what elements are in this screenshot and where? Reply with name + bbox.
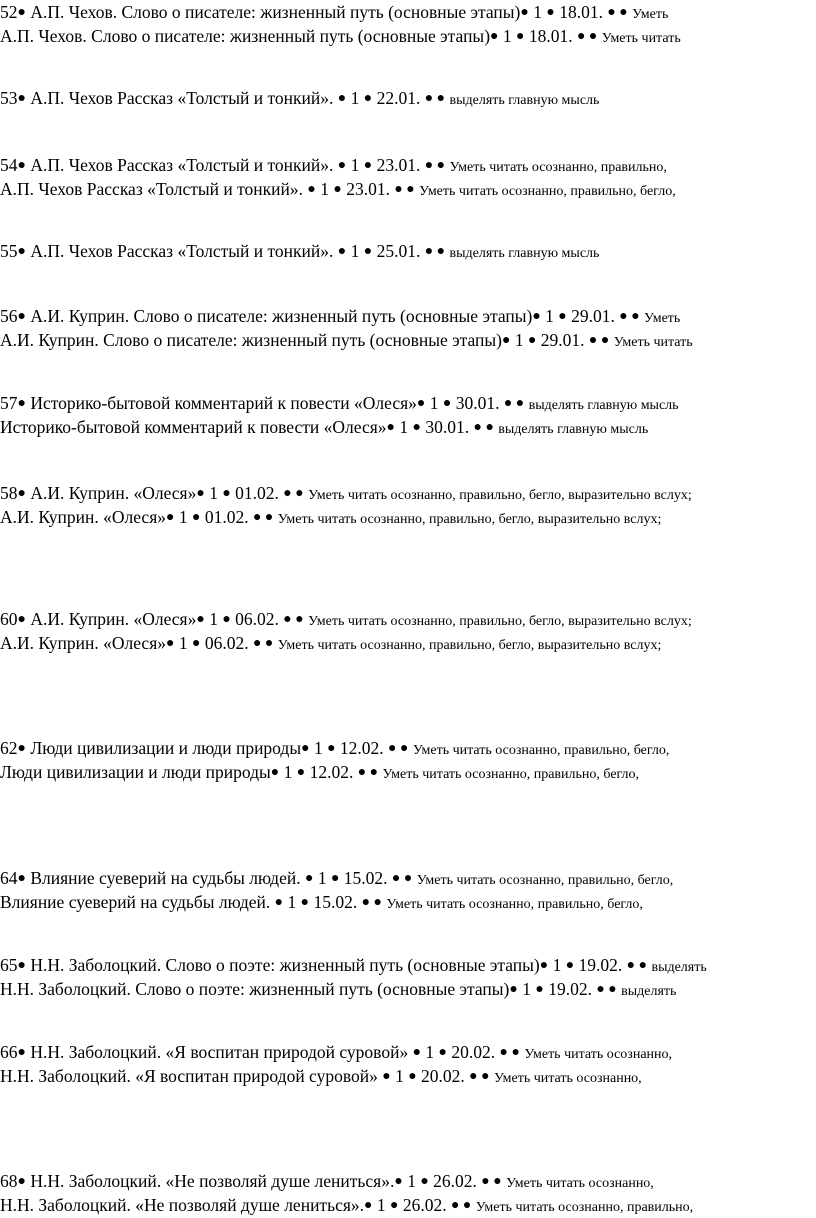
bullet-icon: ● — [196, 612, 205, 627]
lesson-date: 18.01. — [528, 26, 573, 46]
lesson-hours: 1 — [209, 483, 218, 503]
row-60-main — [0, 609, 692, 632]
bullet-icon: ● ● — [626, 958, 648, 973]
bullet-icon: ● — [191, 510, 201, 525]
bullet-icon: ● — [408, 1069, 417, 1084]
lesson-date: 23.01. — [376, 155, 421, 175]
lesson-hours: 1 — [350, 241, 360, 261]
lesson-hours: 1 — [350, 155, 360, 175]
lesson-skill: Уметь читать осознанно, правильно, бегло, — [416, 873, 674, 888]
lesson-title: А.П. Чехов Рассказ «Толстый и тонкий». — [30, 155, 334, 175]
bullet-icon: ● ● — [469, 1069, 490, 1084]
lesson-hours: 1 — [287, 892, 297, 912]
bullet-icon: ● — [17, 309, 26, 324]
bullet-icon: ● — [301, 741, 310, 756]
lesson-skill: Уметь читать осознанно, правильно, бегло, выразительно вслух; — [277, 638, 662, 653]
lesson-skill: выделять главную мысль — [528, 398, 679, 413]
lesson-hours: 1 — [178, 633, 188, 653]
bullet-icon: ● — [412, 420, 421, 435]
bullet-icon: ● — [222, 612, 231, 627]
row-66-main — [0, 1042, 672, 1065]
lesson-title: Н.Н. Заболоцкий. «Я воспитан природой суровой» — [30, 1042, 409, 1062]
lesson-title: Историко-бытовой комментарий к повести «Олеся» — [30, 393, 417, 413]
row-62-main — [0, 738, 669, 761]
bullet-icon: ● — [527, 333, 537, 348]
row-57-main — [0, 393, 679, 416]
row-number: 55 — [0, 241, 18, 261]
lesson-date: 26.02. — [402, 1195, 447, 1215]
bullet-icon: ● — [532, 309, 541, 324]
lesson-title: А.П. Чехов Рассказ «Толстый и тонкий». — [30, 88, 334, 108]
lesson-hours: 1 — [178, 507, 188, 527]
bullet-icon: ● — [17, 5, 26, 20]
bullet-icon: ● ● — [576, 29, 598, 44]
lesson-hours: 1 — [552, 955, 562, 975]
lesson-title: Влияние суеверий на судьбы людей. — [30, 868, 301, 888]
bullet-icon: ● — [558, 309, 567, 324]
lesson-hours: 1 — [313, 738, 323, 758]
bullet-icon: ● — [501, 333, 511, 348]
bullet-icon: ● — [17, 741, 26, 756]
lesson-date: 20.02. — [451, 1042, 496, 1062]
row-52-main — [0, 2, 668, 25]
row-58-main — [0, 483, 692, 506]
bullet-icon: ● — [17, 91, 26, 106]
row-64-dup — [0, 892, 643, 915]
bullet-icon: ● — [166, 510, 175, 525]
row-65-main — [0, 955, 707, 978]
row-56-dup — [0, 330, 693, 353]
lesson-date: 26.02. — [433, 1171, 477, 1191]
lesson-hours: 1 — [320, 179, 329, 199]
lesson-date: 20.02. — [421, 1066, 465, 1086]
lesson-title: А.П. Чехов. Слово о писателе: жизненный путь (основные этапы) — [30, 2, 521, 22]
row-number: 58 — [0, 483, 18, 503]
row-56-main — [0, 306, 680, 329]
row-54-main — [0, 155, 667, 178]
lesson-title: А.И. Куприн. Слово о писателе: жизненный путь (основные этапы) — [0, 330, 502, 350]
row-53-main — [0, 88, 599, 111]
bullet-icon: ● ● — [424, 244, 446, 259]
lesson-hours: 1 — [376, 1195, 386, 1215]
bullet-icon: ● — [337, 158, 347, 173]
lesson-skill: Уметь читать осознанно, правильно, — [449, 160, 667, 175]
bullet-icon: ● — [17, 486, 26, 501]
bullet-icon: ● — [17, 612, 26, 627]
row-68-dup — [0, 1195, 693, 1218]
bullet-icon: ● — [191, 636, 201, 651]
lesson-title: Влияние суеверий на судьбы людей. — [0, 892, 271, 912]
bullet-icon: ● ● — [394, 182, 415, 197]
bullet-icon: ● — [438, 1045, 448, 1060]
lesson-title: Н.Н. Заболоцкий. «Не позволяй душе лениться». — [0, 1195, 365, 1215]
lesson-skill: Уметь читать осознанно, правильно, — [475, 1200, 694, 1215]
row-64-main — [0, 868, 673, 891]
lesson-date: 22.01. — [376, 88, 421, 108]
row-68-main — [0, 1171, 654, 1194]
bullet-icon: ● ● — [450, 1198, 472, 1213]
lesson-date: 23.01. — [346, 179, 390, 199]
lesson-date: 30.01. — [425, 417, 470, 437]
bullet-icon: ● — [539, 958, 549, 973]
bullet-icon: ● ● — [503, 396, 525, 411]
row-54-dup — [0, 179, 676, 202]
bullet-icon: ● ● — [252, 636, 274, 651]
bullet-icon: ● ● — [283, 612, 304, 627]
row-number: 62 — [0, 738, 18, 758]
lesson-hours: 1 — [514, 330, 524, 350]
lesson-skill: выделять — [621, 984, 677, 999]
bullet-icon: ● — [270, 765, 280, 780]
lesson-title: А.И. Куприн. «Олеся» — [30, 483, 197, 503]
lesson-date: 19.02. — [548, 979, 592, 999]
bullet-icon: ● ● — [252, 510, 274, 525]
bullet-icon: ● — [17, 244, 26, 259]
bullet-icon: ● — [17, 958, 26, 973]
bullet-icon: ● — [516, 29, 525, 44]
bullet-icon: ● — [274, 895, 284, 910]
lesson-title: Люди цивилизации и люди природы — [0, 762, 271, 782]
bullet-icon: ● — [546, 5, 555, 20]
lesson-skill: Уметь читать осознанно, правильно, бегло, выразительно вслух; — [308, 488, 692, 503]
lesson-skill: Уметь читать осознанно, правильно, бегло, — [382, 767, 640, 782]
bullet-icon: ● ● — [424, 91, 446, 106]
lesson-title: Н.Н. Заболоцкий. Слово о поэте: жизненный путь (основные этапы) — [0, 979, 510, 999]
bullet-icon: ● — [389, 1198, 399, 1213]
lesson-skill: Уметь читать осознанно, правильно, бегло, — [419, 184, 676, 199]
lesson-skill: Уметь читать осознанно, правильно, бегло, — [386, 897, 643, 912]
lesson-date: 29.01. — [540, 330, 585, 350]
lesson-title: А.И. Куприн. «Олеся» — [30, 609, 197, 629]
lesson-date: 19.02. — [578, 955, 623, 975]
lesson-date: 12.02. — [339, 738, 384, 758]
bullet-icon: ● — [166, 636, 175, 651]
lesson-hours: 1 — [429, 393, 439, 413]
lesson-skill: Уметь читать осознанно, — [524, 1047, 673, 1062]
bullet-icon: ● — [17, 871, 26, 886]
row-55-main — [0, 241, 599, 264]
lesson-date: 29.01. — [571, 306, 615, 326]
lesson-hours: 1 — [545, 306, 554, 326]
bullet-icon: ● — [520, 5, 529, 20]
row-62-dup — [0, 762, 639, 785]
bullet-icon: ● ● — [596, 982, 617, 997]
row-number: 54 — [0, 155, 18, 175]
lesson-skill: Уметь читать — [613, 335, 693, 350]
lesson-hours: 1 — [350, 88, 360, 108]
bullet-icon: ● ● — [424, 158, 446, 173]
lesson-date: 06.02. — [204, 633, 249, 653]
bullet-icon: ● — [300, 895, 310, 910]
lesson-hours: 1 — [425, 1042, 435, 1062]
bullet-icon: ● ● — [357, 765, 379, 780]
lesson-skill: выделять главную мысль — [498, 422, 649, 437]
lesson-skill: Уметь — [632, 7, 669, 22]
bullet-icon: ● — [382, 1069, 391, 1084]
bullet-icon: ● — [307, 182, 316, 197]
bullet-icon: ● — [363, 158, 373, 173]
bullet-icon: ● — [17, 396, 26, 411]
bullet-icon: ● ● — [607, 5, 628, 20]
bullet-icon: ● — [296, 765, 306, 780]
bullet-icon: ● — [490, 29, 499, 44]
lesson-hours: 1 — [317, 868, 327, 888]
bullet-icon: ● — [442, 396, 452, 411]
bullet-icon: ● ● — [481, 1174, 502, 1189]
row-66-dup — [0, 1066, 642, 1089]
bullet-icon: ● — [363, 91, 373, 106]
bullet-icon: ● — [337, 244, 347, 259]
lesson-date: 25.01. — [376, 241, 421, 261]
lesson-hours: 1 — [407, 1171, 416, 1191]
bullet-icon: ● — [509, 982, 518, 997]
bullet-icon: ● — [386, 420, 396, 435]
row-number: 64 — [0, 868, 18, 888]
lesson-title: Н.Н. Заболоцкий. «Я воспитан природой суровой» — [0, 1066, 378, 1086]
lesson-hours: 1 — [522, 979, 531, 999]
bullet-icon: ● — [416, 396, 426, 411]
bullet-icon: ● — [565, 958, 575, 973]
bullet-icon: ● — [17, 1045, 26, 1060]
row-number: 66 — [0, 1042, 18, 1062]
lesson-date: 01.02. — [204, 507, 249, 527]
lesson-skill: Уметь читать осознанно, — [493, 1071, 642, 1086]
bullet-icon: ● — [337, 91, 347, 106]
row-number: 53 — [0, 88, 18, 108]
bullet-icon: ● — [412, 1045, 422, 1060]
bullet-icon: ● — [420, 1174, 429, 1189]
bullet-icon: ● — [304, 871, 314, 886]
lesson-skill: выделять главную мысль — [449, 246, 600, 261]
lesson-skill: Уметь читать осознанно, — [506, 1176, 654, 1191]
lesson-title: Люди цивилизации и люди природы — [30, 738, 302, 758]
bullet-icon: ● ● — [499, 1045, 520, 1060]
lesson-date: 15.02. — [313, 892, 358, 912]
row-number: 52 — [0, 2, 18, 22]
lesson-title: Историко-бытовой комментарий к повести «Олеся» — [0, 417, 387, 437]
bullet-icon: ● ● — [473, 420, 494, 435]
lesson-title: А.И. Куприн. «Олеся» — [0, 633, 166, 653]
lesson-title: А.П. Чехов Рассказ «Толстый и тонкий». — [0, 179, 304, 199]
bullet-icon: ● ● — [588, 333, 610, 348]
row-65-dup — [0, 979, 676, 1002]
bullet-icon: ● ● — [619, 309, 640, 324]
row-number: 68 — [0, 1171, 18, 1191]
bullet-icon: ● — [17, 1174, 26, 1189]
bullet-icon: ● ● — [361, 895, 382, 910]
bullet-icon: ● — [222, 486, 231, 501]
row-52-dup — [0, 26, 681, 49]
row-60-dup — [0, 633, 661, 656]
lesson-title: А.П. Чехов Рассказ «Толстый и тонкий». — [30, 241, 334, 261]
bullet-icon: ● — [535, 982, 544, 997]
bullet-icon: ● ● — [388, 741, 409, 756]
bullet-icon: ● ● — [283, 486, 304, 501]
lesson-title: А.И. Куприн. Слово о писателе: жизненный путь (основные этапы) — [30, 306, 533, 326]
bullet-icon: ● — [333, 182, 342, 197]
lesson-skill: выделять — [651, 960, 707, 975]
row-number: 57 — [0, 393, 18, 413]
lesson-date: 01.02. — [235, 483, 279, 503]
lesson-hours: 1 — [502, 26, 512, 46]
lesson-hours: 1 — [533, 2, 542, 22]
bullet-icon: ● — [196, 486, 205, 501]
lesson-hours: 1 — [209, 609, 218, 629]
lesson-title: А.И. Куприн. «Олеся» — [0, 507, 166, 527]
bullet-icon: ● — [363, 244, 373, 259]
bullet-icon: ● — [330, 871, 340, 886]
lesson-hours: 1 — [399, 417, 409, 437]
lesson-skill: Уметь — [644, 311, 681, 326]
lesson-date: 15.02. — [343, 868, 388, 888]
bullet-icon: ● — [364, 1198, 373, 1213]
lesson-title: Н.Н. Заболоцкий. Слово о поэте: жизненный путь (основные этапы) — [30, 955, 540, 975]
lesson-title: Н.Н. Заболоцкий. «Не позволяй душе лениться». — [30, 1171, 395, 1191]
row-number: 65 — [0, 955, 18, 975]
row-number: 60 — [0, 609, 18, 629]
lesson-skill: Уметь читать осознанно, правильно, бегло, выразительно вслух; — [277, 512, 662, 527]
lesson-skill: Уметь читать осознанно, правильно, бегло, — [412, 743, 670, 758]
row-58-dup — [0, 507, 661, 530]
lesson-hours: 1 — [395, 1066, 404, 1086]
bullet-icon: ● — [17, 158, 26, 173]
lesson-skill: Уметь читать осознанно, правильно, бегло, выразительно вслух; — [308, 614, 692, 629]
lesson-title: А.П. Чехов. Слово о писателе: жизненный путь (основные этапы) — [0, 26, 491, 46]
bullet-icon: ● ● — [391, 871, 413, 886]
lesson-skill: Уметь читать — [601, 31, 681, 46]
bullet-icon: ● — [327, 741, 336, 756]
lesson-date: 30.01. — [455, 393, 500, 413]
row-57-dup — [0, 417, 648, 440]
lesson-date: 06.02. — [235, 609, 279, 629]
lesson-skill: выделять главную мысль — [449, 93, 600, 108]
lesson-date: 12.02. — [309, 762, 354, 782]
lesson-hours: 1 — [283, 762, 293, 782]
lesson-date: 18.01. — [559, 2, 603, 22]
bullet-icon: ● — [394, 1174, 403, 1189]
row-number: 56 — [0, 306, 18, 326]
